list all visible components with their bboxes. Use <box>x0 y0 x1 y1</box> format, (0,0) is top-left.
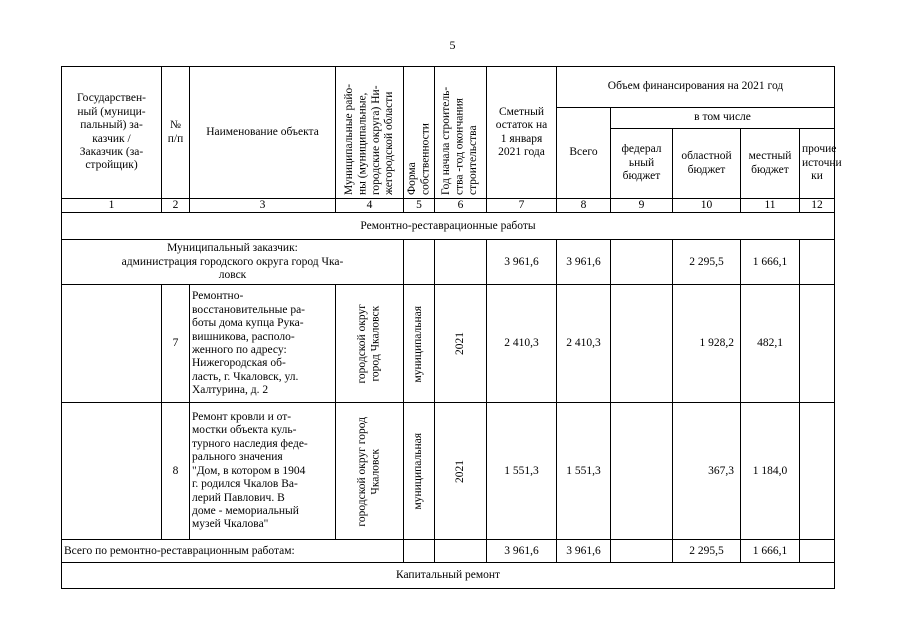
row-7-year <box>435 285 487 403</box>
header-funding-group: Объем финансирования на 2021 год <box>557 67 835 108</box>
total-regional: 2 295,5 <box>673 540 741 563</box>
col-num-5: 5 <box>404 199 435 213</box>
row-8-name: Ремонт кровли и от- мостки объекта куль- турного наследия феде- рального значения "Дом, в котором в 1904 г. родился Чкалов Ва- лерий Павлович. В доме - мемориальный музей Чкалова" <box>190 403 336 540</box>
row-7-district-text: городской округ город Чкаловск <box>356 304 382 384</box>
financing-table <box>61 66 842 589</box>
total-total: 3 961,6 <box>557 540 611 563</box>
col-num-12: 12 <box>800 199 835 213</box>
row-8-other <box>800 403 835 540</box>
row-8-local: 1 184,0 <box>741 403 800 540</box>
row-7-ownership <box>404 285 435 403</box>
row-8-federal <box>611 403 673 540</box>
header-federal: федерал ьный бюджет <box>611 129 673 199</box>
header-ownership-text: Форма собственности <box>406 122 432 195</box>
customer-label: Муниципальный заказчик: администрация городского округа город Чка- ловск <box>62 240 404 285</box>
header-other: прочие источни ки <box>800 129 835 199</box>
col-num-11: 11 <box>741 199 800 213</box>
total-label: Всего по ремонтно-реставрационным работам: <box>62 540 404 563</box>
row-8-year <box>435 403 487 540</box>
table-row <box>62 285 835 403</box>
total-other <box>800 540 835 563</box>
header-including: в том числе <box>611 108 835 129</box>
row-7-name: Ремонтно- восстановительные ра- боты дома купца Рука- вишникова, располо- женного по адресу: Нижегородская об- ласть, г. Чкаловск, ул. Халтурина, д. 2 <box>190 285 336 403</box>
total-local: 1 666,1 <box>741 540 800 563</box>
header-years <box>435 67 487 199</box>
header-num: № п/п <box>162 67 190 199</box>
row-8-balance: 1 551,3 <box>487 403 557 540</box>
row-8-year-text: 2021 <box>453 459 466 483</box>
total-balance: 3 961,6 <box>487 540 557 563</box>
row-7-year-text: 2021 <box>453 332 466 356</box>
row-7-local: 482,1 <box>741 285 800 403</box>
customer-local: 1 666,1 <box>741 240 800 285</box>
col-num-7: 7 <box>487 199 557 213</box>
header-balance: Сметный остаток на 1 января 2021 года <box>487 67 557 199</box>
customer-regional: 2 295,5 <box>673 240 741 285</box>
header-row-1 <box>62 67 835 108</box>
col-num-9: 9 <box>611 199 673 213</box>
row-7-other <box>800 285 835 403</box>
section-title-row <box>62 563 835 589</box>
col-num-1: 1 <box>62 199 162 213</box>
col-num-2: 2 <box>162 199 190 213</box>
row-7-total: 2 410,3 <box>557 285 611 403</box>
row-8-num: 8 <box>162 403 190 540</box>
row-7-balance: 2 410,3 <box>487 285 557 403</box>
header-ownership <box>404 67 435 199</box>
column-number-row <box>62 199 835 213</box>
section-title-row <box>62 213 835 240</box>
header-total: Всего <box>557 108 611 199</box>
row-7-ownership-text: муниципальная <box>412 305 425 383</box>
row-8-district-text: городской округ город Чкаловск <box>356 416 382 527</box>
row-7-num: 7 <box>162 285 190 403</box>
section-title-restoration: Ремонтно-реставрационные работы <box>62 213 835 240</box>
header-district <box>336 67 404 199</box>
customer-balance: 3 961,6 <box>487 240 557 285</box>
row-7-customer <box>62 285 162 403</box>
col-num-4: 4 <box>336 199 404 213</box>
row-8-ownership-text: муниципальная <box>412 433 425 510</box>
section-title-capital: Капитальный ремонт <box>62 563 835 589</box>
row-8-total: 1 551,3 <box>557 403 611 540</box>
customer-other <box>800 240 835 285</box>
row-7-district <box>336 285 404 403</box>
col-num-10: 10 <box>673 199 741 213</box>
header-local: местный бюджет <box>741 129 800 199</box>
header-regional: областной бюджет <box>673 129 741 199</box>
col-num-6: 6 <box>435 199 487 213</box>
row-8-regional: 367,3 <box>673 403 741 540</box>
customer-federal <box>611 240 673 285</box>
customer-year <box>435 240 487 285</box>
row-8-customer <box>62 403 162 540</box>
total-federal <box>611 540 673 563</box>
row-7-federal <box>611 285 673 403</box>
customer-ownership <box>404 240 435 285</box>
customer-total: 3 961,6 <box>557 240 611 285</box>
row-7-regional: 1 928,2 <box>673 285 741 403</box>
page-number: 5 <box>449 38 456 52</box>
header-years-text: Год начала строитель- ства -год окончания строительства <box>440 86 480 195</box>
customer-row <box>62 240 835 285</box>
header-object-name: Наименование объекта <box>190 67 336 199</box>
row-8-district <box>336 403 404 540</box>
row-8-ownership <box>404 403 435 540</box>
total-row <box>62 540 835 563</box>
col-num-3: 3 <box>190 199 336 213</box>
total-year <box>435 540 487 563</box>
header-customer: Государствен- ный (муници- пальный) за- казчик / Заказчик (за- стройщик) <box>62 67 162 199</box>
col-num-8: 8 <box>557 199 611 213</box>
table-row <box>62 403 835 540</box>
header-district-text: Муниципальные райо- ны (муниципальные, городские округа) Ни- жегородской области <box>342 83 395 195</box>
total-ownership <box>404 540 435 563</box>
